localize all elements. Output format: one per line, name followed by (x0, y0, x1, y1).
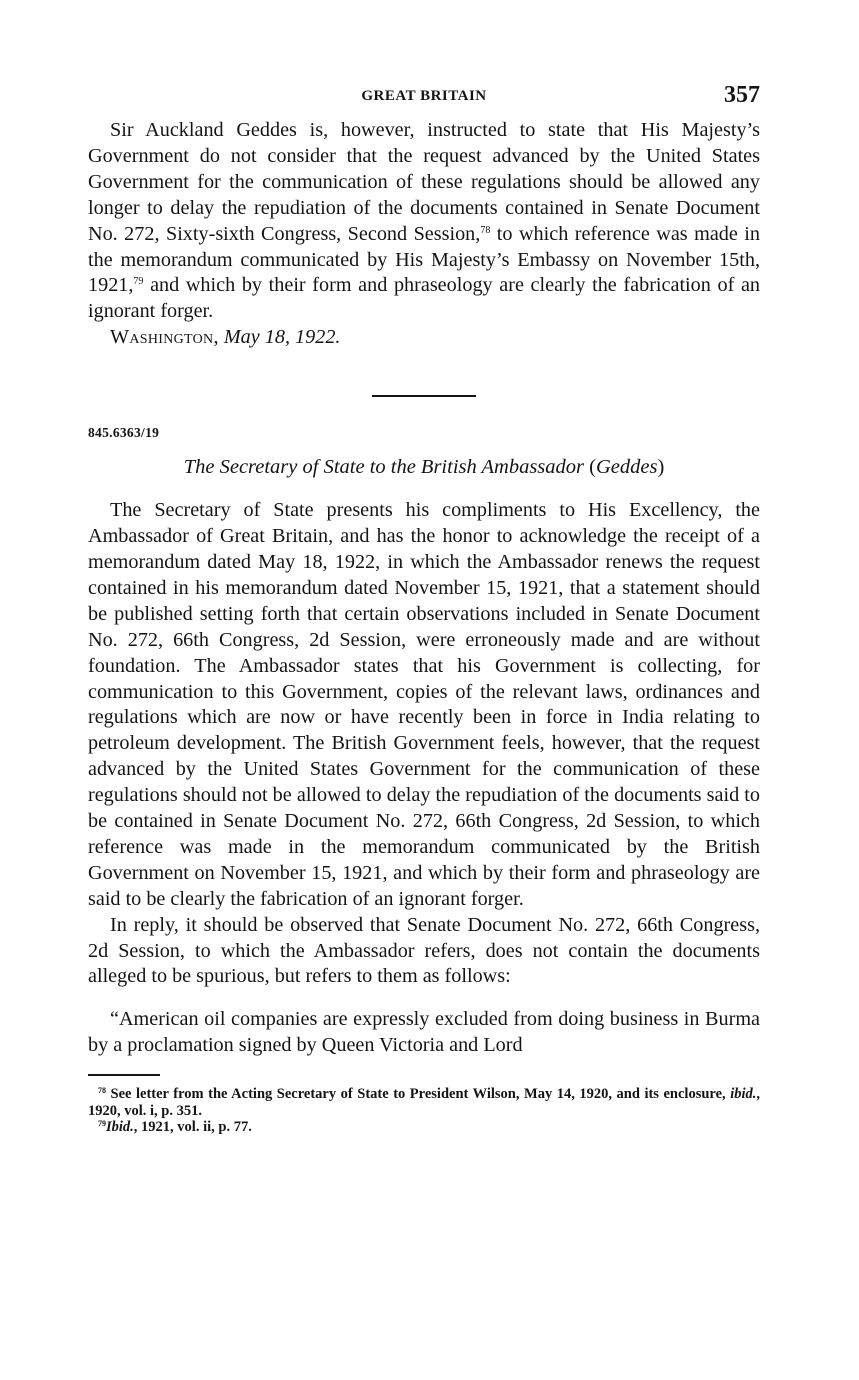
dateline-date: May 18, 1922. (223, 326, 341, 349)
document-page (88, 82, 760, 1136)
footnote-79 (88, 1119, 760, 1136)
memo-text-part-1: Sir Auckland Geddes is, however, instructed to state that His Majesty’s Government do not consider that the request advanced by the United States Government for the communication of these regulations should be allowed any longer to delay the repudiation of the documents contained in Senate Document No. 272, Sixty-sixth Congress, Second Session, (88, 119, 760, 245)
footnote-divider (88, 1074, 160, 1076)
footnote-text-end: , 1921, vol. ii, p. 77. (133, 1119, 252, 1136)
body-paragraph-2: In reply, it should be observed that Senate Document No. 272, 66th Congress, 2d Session, to which the Ambassador refers, does not contain the documents alleged to be spurious, but refers to them as follows: (88, 913, 760, 988)
heading-main: The Secretary of State to the British Ambassador (183, 456, 585, 479)
heading-open-paren: ( (589, 456, 596, 479)
document-heading (88, 453, 760, 481)
footnote-ref-79[interactable]: 79 (133, 276, 144, 288)
heading-close-paren: ) (657, 456, 665, 479)
dateline (88, 325, 760, 351)
footnotes (88, 1086, 760, 1136)
section-divider (372, 395, 476, 397)
file-number: 845.6363/19 (88, 425, 160, 441)
memo-text-part-2: to which reference was made in the memorandum communicated by His Majesty’s Embassy on November 15th, 1921, (88, 222, 760, 297)
running-head (88, 82, 760, 118)
heading-name: Geddes (595, 456, 658, 479)
footnote-marker: 79 (98, 1119, 106, 1129)
memo-closing-paragraph (88, 118, 760, 325)
footnote-78 (88, 1086, 760, 1119)
footnote-text-end: , 1920, vol. i, p. 351. (88, 1086, 760, 1119)
footnote-ref-78[interactable]: 78 (480, 224, 491, 236)
dateline-place: Washington, (110, 326, 219, 349)
memo-text-part-3: and which by their form and phraseology are clearly the fabrication of an ignorant forger. (88, 274, 760, 323)
footnote-ibid: ibid. (730, 1086, 757, 1103)
footnote-text: See letter from the Acting Secretary of State to President Wilson, May 14, 1920, and its enclosure, (106, 1086, 731, 1103)
footnote-ibid: Ibid. (106, 1119, 134, 1136)
footnote-marker: 78 (98, 1086, 106, 1096)
page-number: 357 (724, 82, 760, 108)
running-title: GREAT BRITAIN (361, 88, 487, 104)
body-paragraph-1: The Secretary of State presents his compliments to His Excellency, the Ambassador of Great Britain, and has the honor to acknowledge the receipt of a memorandum dated May 18, 1922, in which the Ambassador renews the request contained in his memorandum dated November 15, 1921, that a statement should be published setting forth that certain observations included in Senate Document No. 272, 66th Congress, 2d Session, were erroneously made and are without foundation. The Ambassador states that his Government is collecting, for communication to this Government, copies of the relevant laws, ordinances and regulations which are now or have recently been in force in India relating to petroleum development. The British Government feels, however, that the request advanced by the United States Government for the communication of these regulations should not be allowed to delay the repudiation of the documents said to be contained in Senate Document No. 272, 66th Congress, 2d Session, to which reference was made in the memorandum communicated by the British Government on November 15, 1921, and which by their form and phraseology are said to be clearly the fabrication of an ignorant forger. (88, 499, 760, 910)
quoted-passage: “American oil companies are expressly excluded from doing business in Burma by a proclamation signed by Queen Victoria and Lord (88, 1008, 760, 1057)
